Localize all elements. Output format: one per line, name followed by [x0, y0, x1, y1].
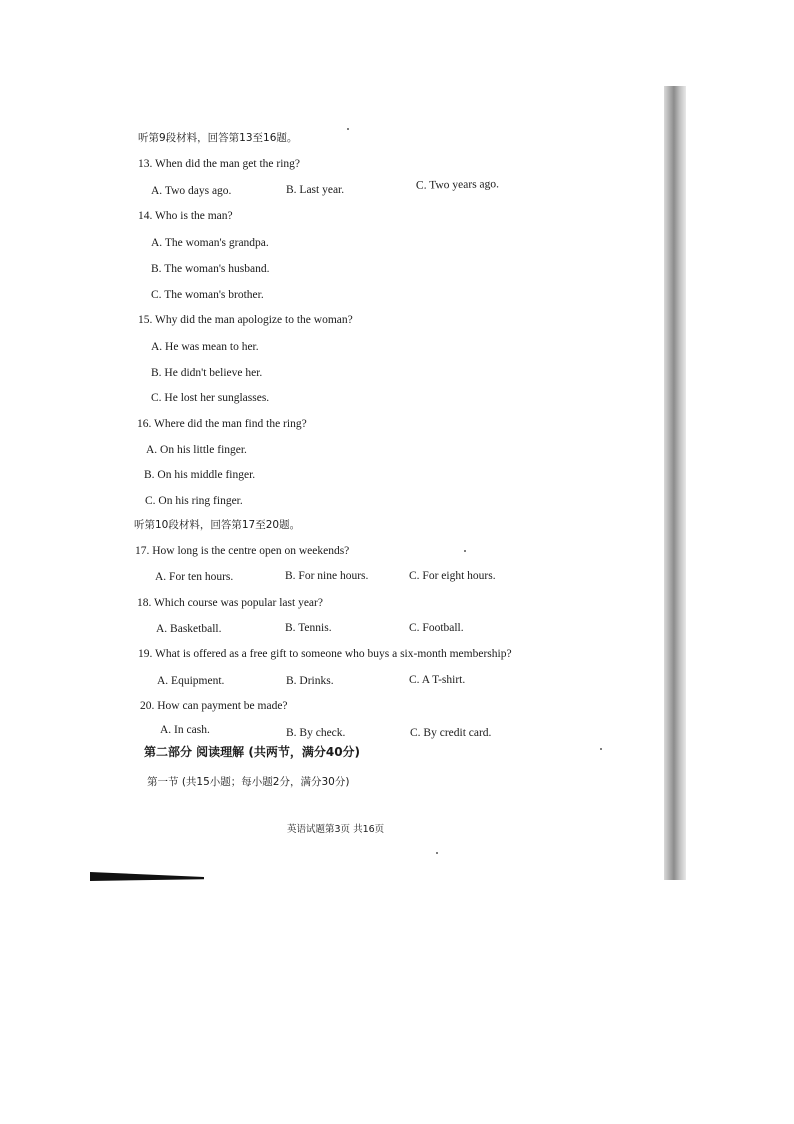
page-footer: 英语试题第3页 共16页 — [287, 824, 385, 835]
question-16-option-c: C. On his ring finger. — [145, 495, 243, 507]
question-20-option-c: C. By credit card. — [410, 727, 492, 739]
question-17-option-c: C. For eight hours. — [409, 570, 496, 582]
question-19: 19. What is offered as a free gift to someone who buys a six-month membership? — [138, 648, 512, 660]
scan-speck — [464, 550, 466, 552]
question-20-option-b: B. By check. — [286, 727, 346, 739]
question-20-option-a: A. In cash. — [160, 724, 210, 736]
part-2-section-1-instruction: 第一节 (共15小题；每小题2分，满分30分) — [147, 776, 350, 788]
question-16-option-a: A. On his little finger. — [146, 444, 247, 456]
question-15-option-a: A. He was mean to her. — [151, 341, 259, 353]
question-19-option-c: C. A T-shirt. — [409, 674, 466, 686]
question-19-option-a: A. Equipment. — [157, 675, 225, 687]
question-15-option-b: B. He didn't believe her. — [151, 367, 263, 379]
scan-speck — [600, 748, 602, 750]
scan-speck — [347, 128, 349, 130]
question-16-option-b: B. On his middle finger. — [144, 469, 256, 481]
question-17-option-b: B. For nine hours. — [285, 570, 369, 582]
part-2-heading: 第二部分 阅读理解 (共两节，满分40分) — [144, 745, 361, 759]
scan-speck — [436, 852, 438, 854]
question-13-option-c: C. Two years ago. — [415, 178, 500, 192]
question-13-option-a: A. Two days ago. — [151, 185, 232, 197]
question-14-option-c: C. The woman's brother. — [151, 289, 264, 301]
question-17-option-a: A. For ten hours. — [155, 571, 234, 583]
section-9-instruction: 听第9段材料，回答第13至16题。 — [138, 132, 298, 144]
question-14-option-a: A. The woman's grandpa. — [151, 237, 269, 249]
section-10-instruction: 听第10段材料，回答第17至20题。 — [134, 519, 301, 531]
question-14-option-b: B. The woman's husband. — [151, 263, 270, 275]
question-18-option-a: A. Basketball. — [156, 623, 222, 635]
question-16: 16. Where did the man find the ring? — [137, 418, 307, 430]
question-20: 20. How can payment be made? — [140, 700, 288, 712]
question-17: 17. How long is the centre open on weekends? — [135, 545, 350, 557]
question-18-option-b: B. Tennis. — [285, 622, 332, 634]
question-13-option-b: B. Last year. — [286, 184, 345, 196]
question-15-option-c: C. He lost her sunglasses. — [151, 392, 270, 404]
question-18-option-c: C. Football. — [409, 622, 464, 634]
scan-dark-mark — [90, 872, 204, 881]
question-18: 18. Which course was popular last year? — [137, 597, 323, 609]
question-15: 15. Why did the man apologize to the woman? — [138, 314, 353, 326]
question-13: 13. When did the man get the ring? — [138, 158, 301, 170]
scan-shadow-edge — [664, 86, 686, 880]
question-14: 14. Who is the man? — [138, 210, 233, 222]
question-19-option-b: B. Drinks. — [286, 675, 334, 687]
